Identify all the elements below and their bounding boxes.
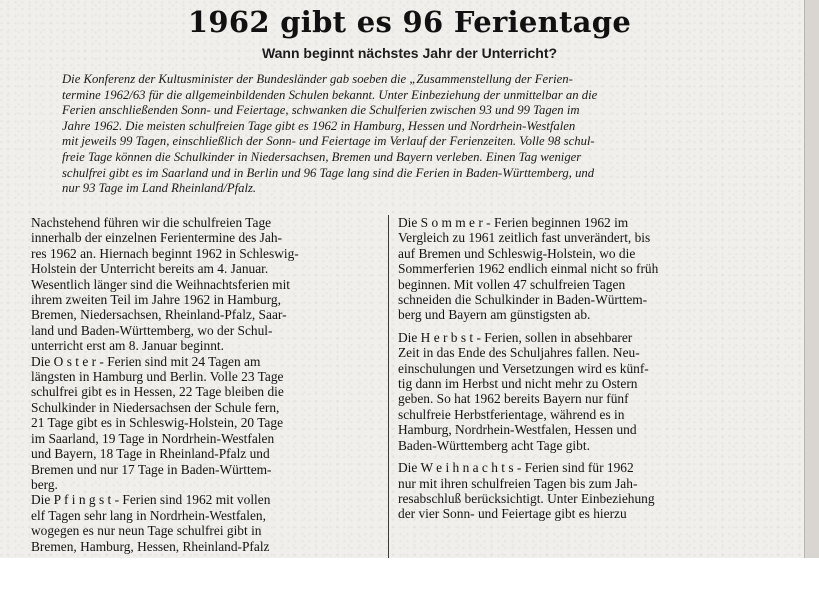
body-line: Die S o m m e r - Ferien beginnen 1962 im <box>398 215 629 230</box>
body-line: Zeit in das Ende des Schuljahres fallen. Neu- <box>398 345 640 361</box>
lead-line: mit jeweils 99 Tagen, einschließlich der Sonn- und Feiertage im Verlauf der Ferienzeiten. Volle 98 schul- <box>62 134 595 149</box>
body-line: Hamburg, Nordrhein-Westfalen, Hessen und <box>398 422 637 438</box>
headline: 1962 gibt es 96 Ferientage <box>187 5 632 39</box>
column-divider <box>388 215 389 558</box>
body-line: wogegen es nur neun Tage schulfrei gibt in <box>31 523 262 539</box>
body-line: res 1962 an. Hiernach beginnt 1962 in Schleswig- <box>31 245 299 261</box>
paragraph-gap <box>398 323 773 330</box>
lead-line: Die Konferenz der Kultusminister der Bundesländer gab soeben die „Zusammenstellung der Ferien- <box>62 72 573 86</box>
body-line: schulfreie Herbstferientage, während es in <box>398 406 625 422</box>
body-line: Nachstehend führen wir die schulfreien Tage <box>31 215 272 230</box>
body-line: Die P f i n g s t - Ferien sind 1962 mit vollen <box>31 492 271 508</box>
body-line: land und Baden-Württemberg, wo der Schul- <box>31 322 273 338</box>
lead-line: Ferien anschließenden Sonn- und Feiertage, schwanken die Schulferien zwischen 93 und 99 Tagen im <box>62 103 580 118</box>
body-line: und Bayern, 18 Tage in Rheinland-Pfalz und <box>31 446 270 462</box>
scan-edge <box>804 0 819 558</box>
body-line: beginnen. Mit vollen 47 schulfreien Tagen <box>398 276 626 292</box>
body-line: berg. <box>31 476 58 492</box>
body-line: tig dann im Herbst und nicht mehr zu Ostern <box>398 376 638 392</box>
lead-line: nur 93 Tage im Land Rheinland/Pfalz. <box>62 181 257 196</box>
body-line: Schulkinder in Niedersachsen der Schule fern, <box>31 399 280 415</box>
lead-line: termine 1962/63 für die allgemeinbildenden Schulen bekannt. Unter Einbeziehung der unmittelbar an die <box>62 87 598 102</box>
body-line: Bremen, Niedersachsen, Rheinland-Pfalz, Saar- <box>31 307 287 323</box>
body-line: 21 Tage gibt es in Schleswig-Holstein, 20 Tage <box>31 415 284 431</box>
lead-line: freie Tage können die Schulkinder in Niedersachsen, Bremen und Bayern verleben. Einen Tag weniger <box>62 149 582 164</box>
body-line: im Saarland, 19 Tage in Nordrhein-Westfalen <box>31 430 275 446</box>
body-line: Bremen, Hamburg, Hessen, Rheinland-Pfalz <box>31 538 270 554</box>
body-line: Die O s t e r - Ferien sind mit 24 Tagen am <box>31 353 261 369</box>
body-line: Sommerferien 1962 endlich einmal nicht so früh <box>398 261 659 277</box>
body-line: Bremen und nur 17 Tage in Baden-Württem- <box>31 461 272 477</box>
body-line: Die W e i h n a c h t s - Ferien sind für 1962 <box>398 460 634 476</box>
body-line: Wesentlich länger sind die Weihnachtsferien mit <box>31 276 291 292</box>
left-column <box>31 215 381 554</box>
body-line: ihrem zweiten Teil im Jahre 1962 in Hamburg, <box>31 292 281 308</box>
body-line: innerhalb der einzelnen Ferientermine des Jah- <box>31 230 282 246</box>
body-line: Baden-Württemberg acht Tage gibt. <box>398 437 590 453</box>
body-line: schulfrei gibt es in Hessen, 22 Tage bleiben die <box>31 384 284 400</box>
body-line: auf Bremen und Schleswig-Holstein, wo die <box>398 245 636 261</box>
lead-line: Jahre 1962. Die meisten schulfreien Tage gibt es 1962 in Hamburg, Hessen und Nordrhein-Westfalen <box>62 118 576 133</box>
body-line: resabschluß berücksichtigt. Unter Einbeziehung <box>398 490 655 506</box>
body-line: der vier Sonn- und Feiertage gibt es hierzu <box>398 506 627 522</box>
right-column <box>398 215 773 522</box>
body-line: schneiden die Schulkinder in Baden-Württem- <box>398 292 648 308</box>
subheadline: Wann beginnt nächstes Jahr der Unterricht? <box>261 45 558 61</box>
body-line: Vergleich zu 1961 zeitlich fast unverändert, bis <box>398 230 651 246</box>
body-line: nur mit ihren schulfreien Tagen bis zum Jah- <box>398 475 638 491</box>
body-line: elf Tagen sehr lang in Nordrhein-Westfalen, <box>31 507 266 523</box>
body-line: Holstein der Unterricht bereits am 4. Januar. <box>31 261 269 277</box>
lead-paragraph <box>62 72 778 197</box>
paragraph-gap <box>398 453 773 460</box>
body-line: einschulungen und Versetzungen wird es künf- <box>398 360 649 376</box>
body-line: Die H e r b s t - Ferien, sollen in absehbarer <box>398 329 633 345</box>
body-line: berg und Bayern am günstigsten ab. <box>398 307 591 323</box>
body-line: längsten in Hamburg und Berlin. Volle 23 Tage <box>31 369 284 385</box>
lead-line: schulfrei gibt es im Saarland und in Berlin und 96 Tage lang sind die Ferien in Baden-Württemberg, und <box>62 165 595 180</box>
body-line: unterricht erst am 8. Januar beginnt. <box>31 338 224 354</box>
body-line: geben. So hat 1962 bereits Bayern nur fünf <box>398 391 629 407</box>
